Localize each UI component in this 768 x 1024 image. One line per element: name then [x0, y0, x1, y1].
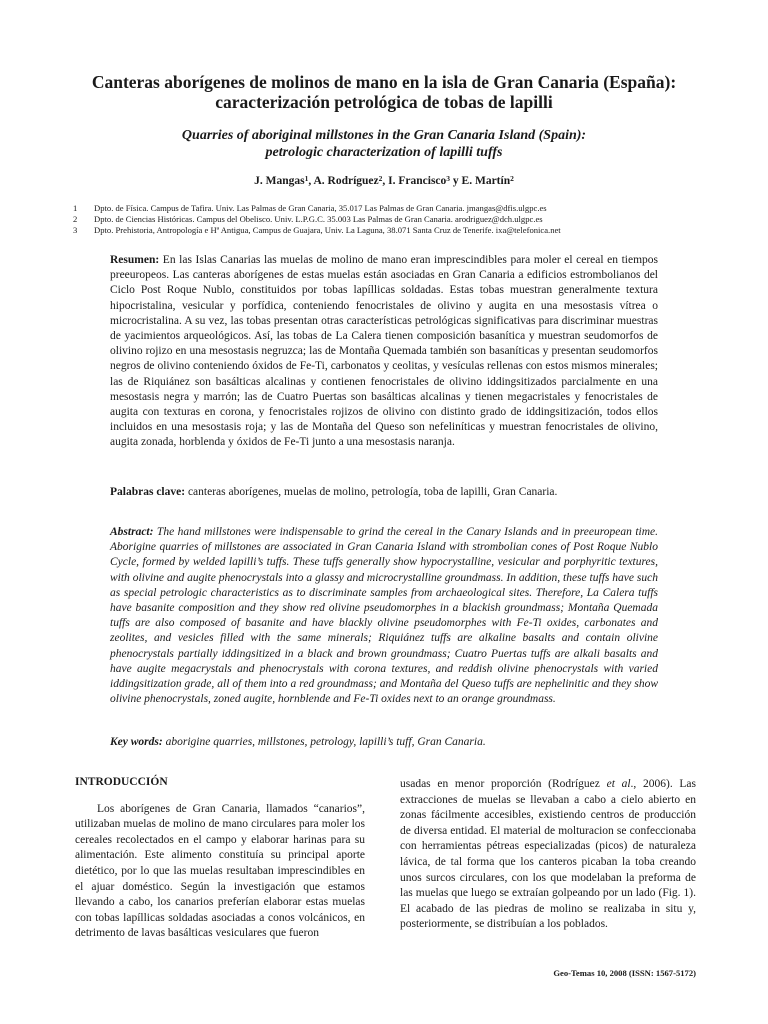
- resumen-paragraph: [110, 253, 658, 451]
- affiliation-item: [0, 225, 700, 237]
- affiliation-number: 3: [73, 225, 78, 235]
- palabras-clave-paragraph: [110, 485, 658, 500]
- abstract-paragraph: [110, 525, 658, 707]
- left-column: [75, 775, 365, 942]
- author: A. Rodríguez$^2$,: [313, 174, 389, 187]
- affiliation-text: Dpto. de Ciencias Históricas. Campus del Obelisco. Univ. L.P.G.C. 35.003 Las Palmas de Gran Canaria. arodriguez@dch.ulgpc.es: [94, 214, 543, 224]
- author: E. Martín$^2$: [461, 174, 514, 187]
- affiliation-number: 2: [73, 214, 78, 224]
- intro-paragraph-left: Los aborígenes de Gran Canaria, llamados “canarios”, utilizaban muelas de molino de mano circulares para moler los cereales recolectados en el campo y elaborar harinas para su alimentación. Este alimento constituía su principal aporte dietético, por lo que las muelas resultaban imprescindibles en el ajuar doméstico. Según la investigación que estamos llevando a cabo, los canarios preferían elaborar estas muelas con tobas lapíllicas soldadas asociadas a conos volcánicos, en detrimento de lavas basálticas vesiculares que fueron: [75, 802, 365, 940]
- abstract-text: The hand millstones were indispensable to grind the cereal in the Canary Islands and in preeuropean time. Aborigine quarries of millstones are associated in Gran Canaria Island with strombolian cones of Post Roque Nublo Cycle, formed by welded lapilli’s tuffs. These tuffs generally show hypocrystalline, vesicular and porphyritic textures, with olivine and augite phenocrystals into a glassy and microcrystalline groundmass. In addition, these tuffs have such as special petrologic characteristics as to discriminate samples from archaeological sites. Therefore, La Calera tuffs have basanite composition and they show red olivine pseudomorphes in a blackish groundmass; Montaña Quemada tuffs are also composed of basanite and have blackly olivine pseudomorphes with Fe-Ti oxides, carbonates and zeolites, and vesicles filled with the same minerals; Riquiánez tuffs are alkaline basalts and contain olivine phenocrystals partially iddingsitized in a black and brown groundmass; Cuatro Puertas tuffs are alkali basalts and have augite megacrystals and phenocrystals with corona textures, and reddish olivine phenocrystals with varied iddingsitization grade, all of them into a red groundmass; and Montaña del Queso tuffs are nephelinitic and they show olivine phenocrystals, zoned augite, hornblende and Fe-Ti oxides next to an orange groundmass.: [110, 526, 658, 706]
- author-list: [40, 175, 728, 187]
- author: I. Francisco$^3$ y: [388, 174, 462, 187]
- title-english-line2: petrologic characterization of lapilli tuffs: [265, 145, 503, 160]
- title-spanish-line2: caracterización petrológica de tobas de lapilli: [215, 92, 553, 112]
- keywords-text: aborigine quarries, millstones, petrology, lapilli’s tuff, Gran Canaria.: [165, 736, 486, 748]
- title-english-line1: Quarries of aboriginal millstones in the Gran Canaria Island (Spain):: [181, 128, 587, 143]
- abstract-label: Abstract:: [110, 526, 154, 538]
- section-heading: INTRODUCCIÓN: [75, 776, 168, 788]
- resumen-label: Resumen:: [110, 254, 160, 266]
- affiliation-text: Dpto. Prehistoria, Antropología e Hª Antigua, Campus de Guajara, Univ. La Laguna, 38.071 Santa Cruz de Tenerife. ixa@telefonica.net: [94, 225, 561, 235]
- resumen-text: En las Islas Canarias las muelas de molino de mano eran imprescindibles para moler el cereal en tiempos preeuropeos. Las canteras aborígenes de estas muelas están asociadas en Gran Canaria a edificios estrombolianos del Ciclo Post Roque Nublo, constituidos por tobas lapíllicas soldadas. Estas tobas muestran generalmente textura hipocristalina, vesicular y porfídica, conteniendo fenocristales de olivino y augita en una mesostasis vítrea o microcristalina. A su vez, las tobas presentan otras características petrológicas significativas para discriminar muestras de yacimientos arqueológicos. Así, las tobas de La Calera tienen composición basanítica y muestran seudomorfos de olivino rojizo en una mesostasis negruzca; las de Montaña Quemada también son basaníticas y presentan seudomorfos negros de olivino conteniendo óxidos de Fe-Ti, carbonatos y ceolitas, y vesículas rellenas con estos mismos minerales; las de Riquiánez son basálticas alcalinas y contienen fenocristales de olivino iddingsitizados parcialmente en una mesostasis negra y marrón; las de Cuatro Puertas son basálticas alcalinas y tienen megacristales y fenocristales de augita con texturas en corona, y fenocristales rojizos de olivino con distinto grado de iddingsitización, todos ellos incluidos en una mesostasis roja; y las de Montaña del Queso son nefeliníticas y muestran fenocristales de olivino, augita zonada, horblenda y óxidos de Fe-Ti junto a una mesostasis naranja.: [110, 254, 658, 449]
- author: J. Mangas$^1$,: [254, 174, 314, 187]
- title-english: [40, 127, 728, 161]
- intro-paragraph-right: usadas en menor proporción (Rodríguez et al., 2006). Las extracciones de muelas se llevaban a cabo a cielo abierto en zonas fácilmente accesibles, existiendo centros de producción de diversa entidad. El material de molturacion se confeccionaba con herramientas pétreas especializadas (picos) de naturaleza lávica, de tal forma que los canteros picaban la toba creando unos surcos circulares, con los que modelaban la preforma de las muelas que luego se extraían golpeando por un lado (Fig. 1). El acabado de las piedras de molino se realizaba in situ y, posteriormente, se distribuían a los poblados.: [400, 778, 697, 931]
- title-spanish-line1: Canteras aborígenes de molinos de mano en la isla de Gran Canaria (España):: [91, 72, 677, 92]
- citation-et-al: et al: [606, 778, 631, 790]
- affiliation-text: Dpto. de Física. Campus de Tafira. Univ. Las Palmas de Gran Canaria, 35.017 Las Palmas de Gran Canaria. jmangas@dfis.ulgpc.es: [94, 203, 547, 213]
- journal-footer: Geo-Temas 10, 2008 (ISSN: 1567-5172): [553, 968, 696, 978]
- palabras-clave-label: Palabras clave:: [110, 486, 186, 498]
- right-column: [400, 777, 696, 933]
- palabras-clave-text: canteras aborígenes, muelas de molino, petrología, toba de lapilli, Gran Canaria.: [187, 486, 558, 498]
- keywords-paragraph: [110, 735, 658, 750]
- affiliation-number: 1: [73, 203, 78, 213]
- keywords-label: Key words:: [110, 736, 163, 748]
- title-spanish: [40, 72, 728, 112]
